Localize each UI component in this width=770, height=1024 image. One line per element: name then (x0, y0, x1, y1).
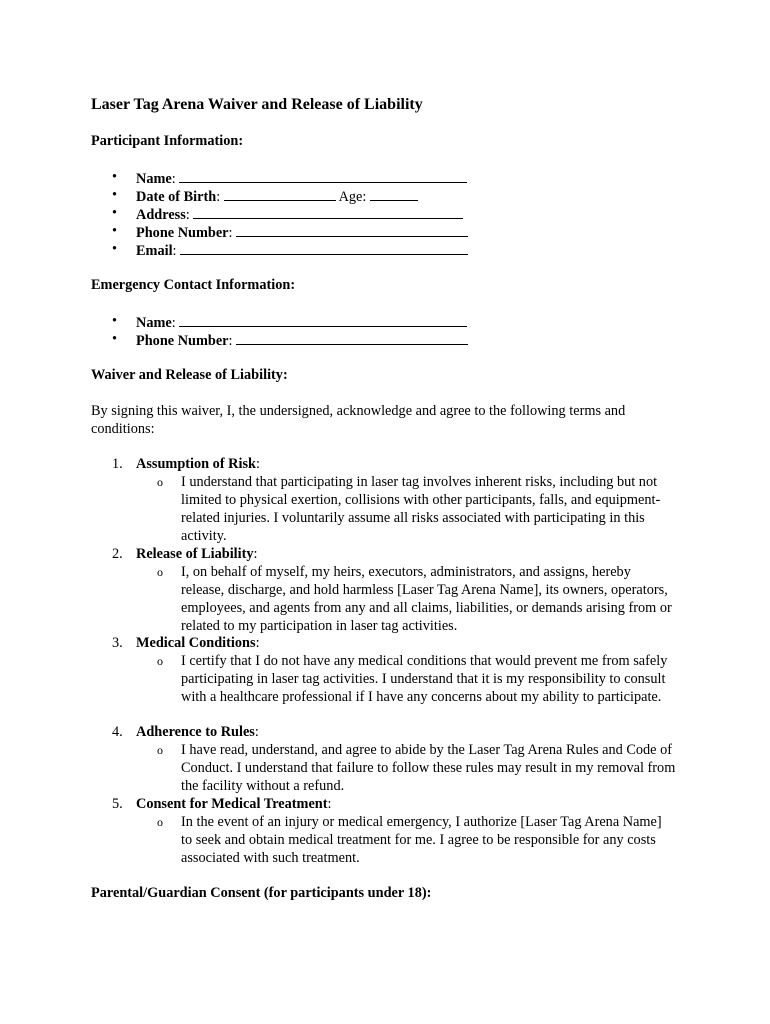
emergency-phone-blank[interactable] (236, 330, 468, 345)
field-label: Name (136, 171, 172, 187)
document-title: Laser Tag Arena Waiver and Release of Liability (91, 96, 423, 113)
term-number: 4. (112, 724, 123, 740)
age-label: Age: (338, 189, 367, 205)
bullet-icon: • (112, 241, 118, 257)
field-label: Address (136, 207, 186, 223)
term-number: 3. (112, 635, 123, 651)
bullet-icon: • (112, 331, 118, 347)
emergency-name-blank[interactable] (179, 312, 467, 327)
participant-phone-blank[interactable] (236, 222, 468, 237)
term-text: I certify that I do not have any medical conditions that would prevent me from safely participating in laser tag activities. I understand that it is my responsibility to consult with a healthcare professional if I have any concerns about my ability to participate. (181, 653, 668, 705)
bullet-icon: • (112, 205, 118, 221)
participant-age-blank[interactable] (370, 186, 418, 201)
participant-dob-blank[interactable] (224, 186, 336, 201)
field-label: Name (136, 315, 172, 331)
bullet-icon: • (112, 223, 118, 239)
bullet-icon: • (112, 187, 118, 203)
bullet-icon: • (112, 313, 118, 329)
circle-bullet-icon: o (157, 743, 163, 757)
circle-bullet-icon: o (157, 565, 163, 579)
emergency-heading: Emergency Contact Information: (91, 277, 296, 293)
participant-address-field[interactable]: Address: (136, 204, 463, 224)
term-text: In the event of an injury or medical emergency, I authorize [Laser Tag Arena Name] to seek and obtain medical treatment for me. I agree to be responsible for any costs associated with such treatment. (181, 814, 662, 866)
participant-name-blank[interactable] (179, 168, 467, 183)
term-title: Medical Conditions: (136, 635, 260, 651)
circle-bullet-icon: o (157, 654, 163, 668)
emergency-name-field[interactable]: Name: (136, 312, 467, 332)
circle-bullet-icon: o (157, 475, 163, 489)
term-text: I have read, understand, and agree to abide by the Laser Tag Arena Rules and Code of Conduct. I understand that failure to follow these rules may result in my removal from the facility without a refund. (181, 742, 676, 794)
term-text: I understand that participating in laser tag involves inherent risks, including but not limited to physical exertion, collisions with other participants, falls, and equipment-related injuries. I voluntarily assume all risks associated with participating in this activity. (181, 474, 661, 544)
term-number: 1. (112, 456, 123, 472)
term-number: 5. (112, 796, 123, 812)
term-title: Release of Liability: (136, 546, 258, 562)
participant-name-field[interactable]: Name: (136, 168, 467, 188)
participant-address-blank[interactable] (193, 204, 463, 219)
field-label: Date of Birth (136, 189, 217, 205)
emergency-phone-field[interactable]: Phone Number: (136, 330, 468, 350)
term-title: Adherence to Rules: (136, 724, 259, 740)
participant-dob-field[interactable]: Date of Birth: Age: (136, 186, 418, 206)
circle-bullet-icon: o (157, 815, 163, 829)
bullet-icon: • (112, 169, 118, 185)
waiver-heading: Waiver and Release of Liability: (91, 367, 288, 383)
participant-phone-field[interactable]: Phone Number: (136, 222, 468, 242)
field-label: Email (136, 243, 173, 259)
term-title: Consent for Medical Treatment: (136, 796, 332, 812)
guardian-heading: Parental/Guardian Consent (for participants under 18): (91, 885, 432, 901)
field-label: Phone Number (136, 225, 229, 241)
term-text: I, on behalf of myself, my heirs, executors, administrators, and assigns, hereby release, discharge, and hold harmless [Laser Tag Arena Name], its owners, operators, employees, and agents from any and all claims, liabilities, or demands arising from or related to my participation in laser tag activities. (181, 564, 672, 634)
participant-heading: Participant Information: (91, 133, 244, 149)
field-label: Phone Number (136, 333, 229, 349)
term-number: 2. (112, 546, 123, 562)
waiver-intro: By signing this waiver, I, the undersigned, acknowledge and agree to the following terms and conditions: (91, 403, 626, 437)
participant-email-field[interactable]: Email: (136, 240, 468, 260)
term-title: Assumption of Risk: (136, 456, 260, 472)
participant-email-blank[interactable] (180, 240, 468, 255)
